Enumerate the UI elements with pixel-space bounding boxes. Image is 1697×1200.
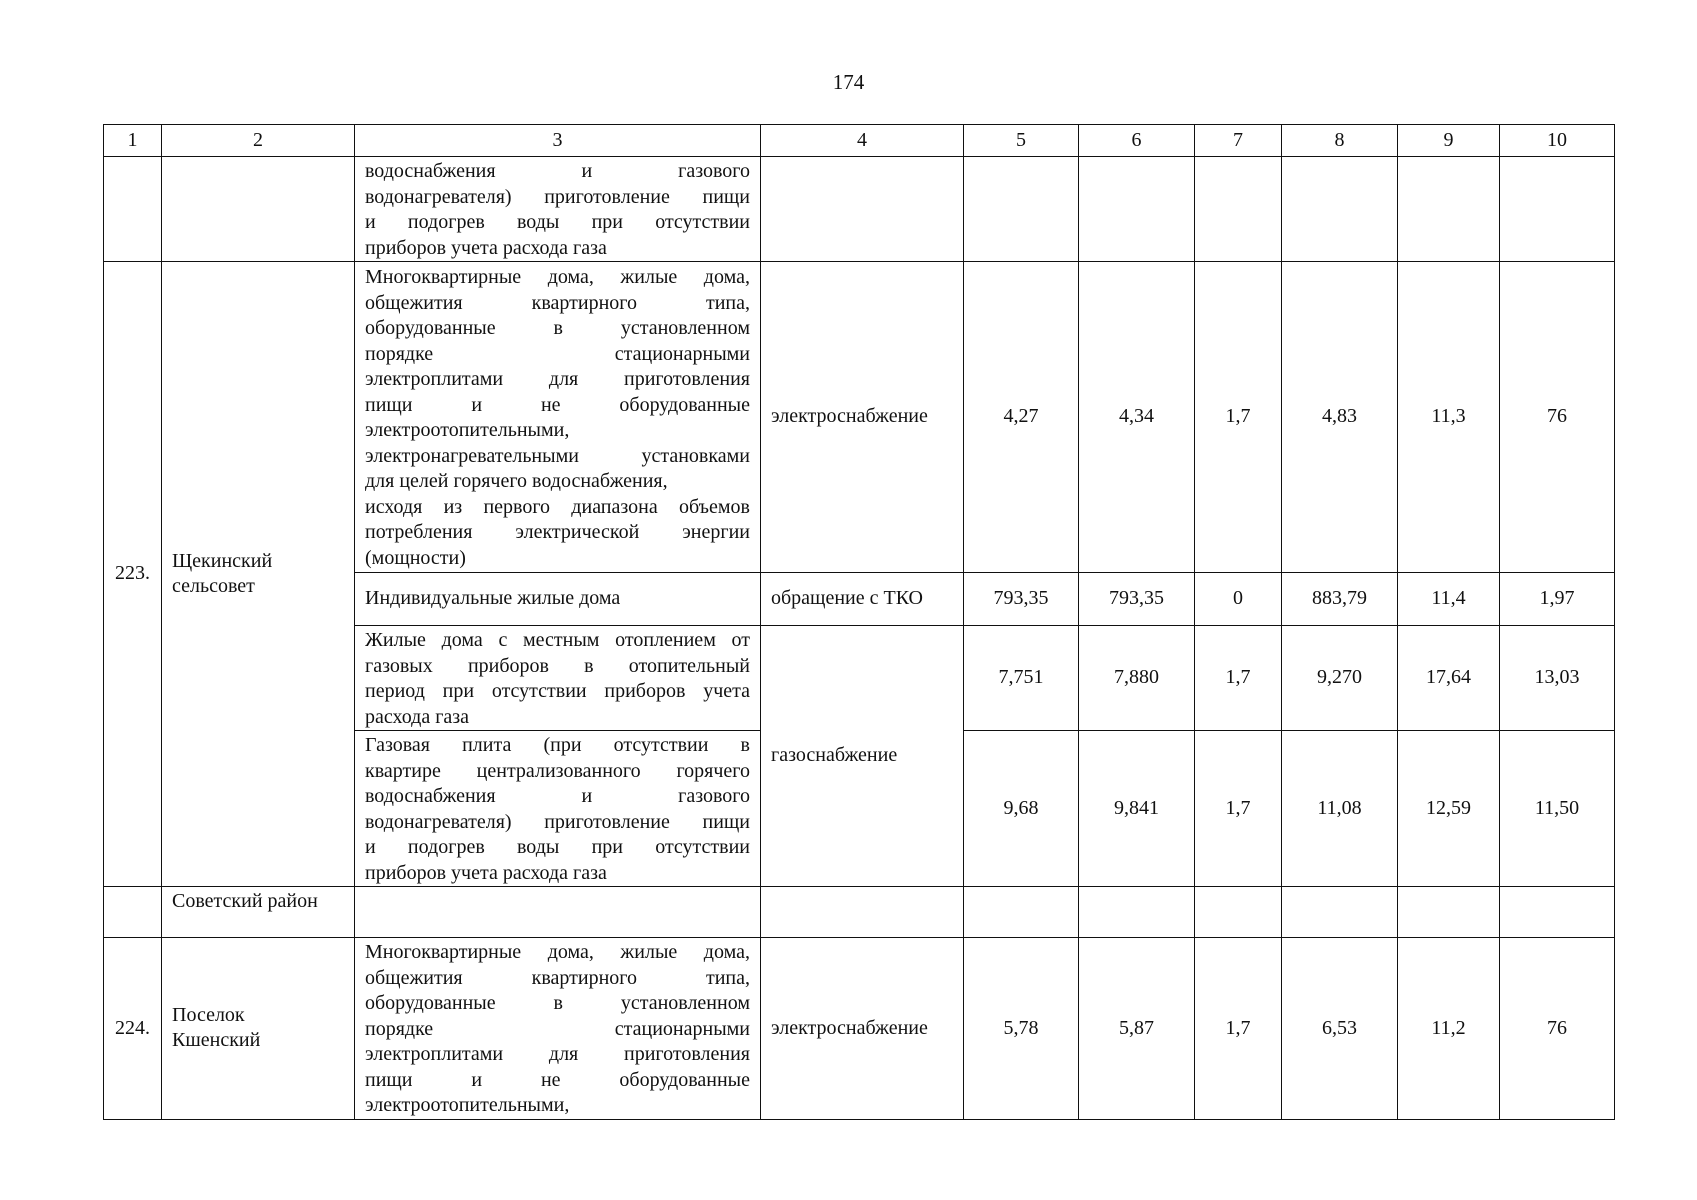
cell-value: 11,4 bbox=[1398, 573, 1500, 626]
desc-line: электроплитами для приготовления bbox=[365, 368, 750, 390]
cell-num: 224. bbox=[104, 938, 162, 1120]
tariff-table bbox=[103, 124, 1615, 1120]
cell-value: 11,50 bbox=[1500, 731, 1615, 887]
cell-description bbox=[355, 626, 761, 731]
cell-value: 7,880 bbox=[1079, 626, 1195, 731]
column-header: 8 bbox=[1282, 125, 1398, 157]
desc-line: порядке стационарными bbox=[365, 342, 750, 365]
column-header: 1 bbox=[104, 125, 162, 157]
cell-description bbox=[355, 157, 761, 262]
desc-line: водоснабжения и газового bbox=[365, 160, 750, 182]
column-header: 2 bbox=[162, 125, 355, 157]
column-header: 7 bbox=[1195, 125, 1282, 157]
desc-line: потребления электрической энергии bbox=[365, 521, 750, 543]
cell-value: 76 bbox=[1500, 938, 1615, 1120]
table-row bbox=[104, 887, 1615, 938]
cell-value: 4,27 bbox=[964, 262, 1079, 573]
cell-value: 6,53 bbox=[1282, 938, 1398, 1120]
cell-value: 1,97 bbox=[1500, 573, 1615, 626]
desc-line: оборудованные в установленном bbox=[365, 317, 750, 339]
cell-value: 5,87 bbox=[1079, 938, 1195, 1120]
column-header: 10 bbox=[1500, 125, 1615, 157]
desc-line: общежития квартирного типа, bbox=[365, 966, 750, 989]
desc-line: электронагревательными установками bbox=[365, 444, 750, 467]
desc-line: Газовая плита (при отсутствии в bbox=[365, 734, 750, 756]
desc-line: порядке стационарными bbox=[365, 1017, 750, 1040]
desc-line: газовых приборов в отопительный bbox=[365, 654, 750, 677]
desc-line: исходя из первого диапазона объемов bbox=[365, 495, 750, 518]
cell-value: 4,83 bbox=[1282, 262, 1398, 573]
settlement-name: Щекинский сельсовет bbox=[172, 549, 273, 597]
cell-description bbox=[355, 731, 761, 887]
cell-value: 1,7 bbox=[1195, 938, 1282, 1120]
cell-value: 11,2 bbox=[1398, 938, 1500, 1120]
desc-line: водонагревателя) приготовление пищи bbox=[365, 185, 750, 208]
cell-service: обращение с ТКО bbox=[761, 573, 964, 626]
cell-value: 12,59 bbox=[1398, 731, 1500, 887]
desc-line: Многоквартирные дома, жилые дома, bbox=[365, 266, 750, 288]
cell-service: газоснабжение bbox=[761, 626, 964, 887]
column-header: 6 bbox=[1079, 125, 1195, 157]
cell-value: 9,270 bbox=[1282, 626, 1398, 731]
column-header: 5 bbox=[964, 125, 1079, 157]
column-header: 9 bbox=[1398, 125, 1500, 157]
desc-line: Жилые дома с местным отоплением от bbox=[365, 629, 750, 651]
desc-line: Многоквартирные дома, жилые дома, bbox=[365, 941, 750, 963]
desc-line: приборов учета расхода газа bbox=[365, 236, 607, 259]
desc-line: электроотопительными, bbox=[365, 419, 570, 441]
cell-value: 4,34 bbox=[1079, 262, 1195, 573]
table-row bbox=[104, 938, 1615, 1120]
header-row bbox=[104, 125, 1615, 157]
cell-description: Индивидуальные жилые дома bbox=[355, 573, 761, 626]
cell-service: электроснабжение bbox=[761, 938, 964, 1120]
desc-line: пищи и не оборудованные bbox=[365, 1068, 750, 1091]
desc-line: пищи и не оборудованные bbox=[365, 393, 750, 416]
cell-num: 223. bbox=[104, 262, 162, 887]
desc-line: для целей горячего водоснабжения, bbox=[365, 470, 668, 492]
column-header: 3 bbox=[355, 125, 761, 157]
cell-value: 76 bbox=[1500, 262, 1615, 573]
cell-value: 9,841 bbox=[1079, 731, 1195, 887]
desc-line: (мощности) bbox=[365, 546, 466, 569]
desc-line: общежития квартирного типа, bbox=[365, 291, 750, 314]
cell-value: 1,7 bbox=[1195, 626, 1282, 731]
cell-name bbox=[162, 938, 355, 1120]
cell-name bbox=[162, 157, 355, 262]
cell-value: 5,78 bbox=[964, 938, 1079, 1120]
desc-line: расхода газа bbox=[365, 705, 470, 728]
cell-value: 1,7 bbox=[1195, 262, 1282, 573]
cell-value: 793,35 bbox=[964, 573, 1079, 626]
desc-line: и подогрев воды при отсутствии bbox=[365, 211, 750, 233]
desc-line: оборудованные в установленном bbox=[365, 992, 750, 1014]
desc-line: электроотопительными, bbox=[365, 1094, 570, 1116]
desc-line: электроплитами для приготовления bbox=[365, 1043, 750, 1065]
table-row bbox=[104, 157, 1615, 262]
district-name: Советский район bbox=[162, 887, 355, 938]
desc-line: период при отсутствии приборов учета bbox=[365, 680, 750, 702]
page-number: 174 bbox=[832, 70, 865, 94]
cell-value: 793,35 bbox=[1079, 573, 1195, 626]
cell-service: электроснабжение bbox=[761, 262, 964, 573]
cell-value: 883,79 bbox=[1282, 573, 1398, 626]
desc-line: приборов учета расхода газа bbox=[365, 861, 607, 884]
desc-line: водоснабжения и газового bbox=[365, 785, 750, 807]
desc-line: квартире централизованного горячего bbox=[365, 759, 750, 782]
cell-value: 7,751 bbox=[964, 626, 1079, 731]
cell-name bbox=[162, 262, 355, 887]
column-header: 4 bbox=[761, 125, 964, 157]
table-row bbox=[104, 262, 1615, 573]
cell-description bbox=[355, 938, 761, 1120]
cell-value: 11,08 bbox=[1282, 731, 1398, 887]
cell-description bbox=[355, 262, 761, 573]
cell-num bbox=[104, 157, 162, 262]
desc-line: водонагревателя) приготовление пищи bbox=[365, 810, 750, 833]
settlement-name: Поселок Кшенский bbox=[172, 1003, 261, 1052]
cell-value: 11,3 bbox=[1398, 262, 1500, 573]
cell-value: 17,64 bbox=[1398, 626, 1500, 731]
cell-value: 9,68 bbox=[964, 731, 1079, 887]
cell-value: 1,7 bbox=[1195, 731, 1282, 887]
desc-line: и подогрев воды при отсутствии bbox=[365, 836, 750, 858]
cell-value: 13,03 bbox=[1500, 626, 1615, 731]
cell-value: 0 bbox=[1195, 573, 1282, 626]
